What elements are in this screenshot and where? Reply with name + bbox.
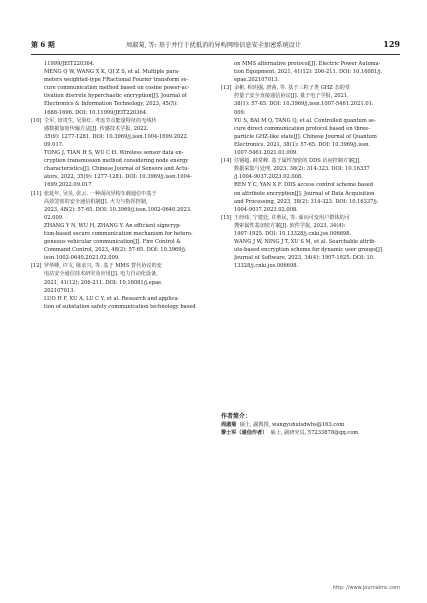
reference-line: 仝军, 田贵生, 吴果红. 考虑节点能量特征的无线传: [44, 117, 157, 124]
header-rule: [31, 54, 400, 55]
reference-line: WANG J W, NING J T, XU S M, et al. Searchable attrib-: [234, 239, 377, 246]
reference-line: 13328/j.cnki.jos.006698.: [234, 263, 299, 270]
reference-line: 09.017.: [44, 141, 64, 148]
reference-number: [12]: [31, 263, 42, 270]
reference-line: 张延年, 吴昊, 张云. 一种面向异构车载通信中基于: [44, 190, 157, 197]
left-column: [31, 60, 211, 311]
reference-line: Journal of Software, 2023, 34(4): 1907-1925. DOI: 10.: [234, 255, 375, 262]
running-title: 周淑菊, 等: 基于并行于扰抵消的异构网络信息安全加密系统设计: [126, 42, 302, 49]
reference-number: [11]: [31, 190, 42, 197]
reference-number: [15]: [221, 214, 232, 221]
reference-line: ZHANG Y N, WU H, ZHANG Y. An efficient signcryp-: [44, 222, 182, 229]
author-details: 硕士, 副教授, wangyuhuisdwhs@163.com: [239, 422, 345, 429]
reference-entry: [31, 68, 211, 117]
reference-line: 02.009.: [44, 214, 64, 221]
reference-entry: [221, 60, 401, 84]
page-header: [31, 40, 400, 54]
reference-line: 1007-5461.2021.01.009.: [234, 150, 298, 157]
reference-entry: [31, 60, 211, 68]
author-entry: [221, 429, 401, 437]
reference-line: tivation discrete hyperchaotic encryption[J]. Journal of: [44, 93, 187, 100]
reference-line: 高效签密的安全通信机制[J]. 火力与指挥控制,: [44, 198, 148, 205]
reference-line: particle GHZ-like state[J]. Chinese Journal of Quantum: [234, 133, 377, 140]
reference-line: cure direct communication protocol based on three-: [234, 125, 370, 132]
reference-line: 2023, 48(2): 57-65. DOI: 10.3969/j.issn.1002-0640.2023.: [44, 206, 192, 213]
reference-line: 38(1): 57-65. DOI: 10.3969/j.issn.1007-5461.2021.01.: [234, 101, 374, 108]
reference-line: tion Equipment, 2021, 41(12): 206-211. DOI: 10.16081/j.: [234, 69, 383, 76]
reference-line: meters weighted-type FRactional Fourier transform se-: [44, 77, 189, 84]
reference-number: [10]: [31, 117, 42, 124]
reference-line: tion-based secure communication mechanism for hetero-: [44, 230, 193, 237]
reference-line: epae.202107013.: [234, 77, 280, 84]
reference-line: REN Y C, YAN X F. DDS access control scheme based: [234, 182, 374, 189]
reference-line: cure communication method based on cosine power-ac-: [44, 85, 190, 92]
reference-line: YU S, BAI M Q, TANG Q, et al. Controlled quantum se-: [234, 117, 376, 124]
author-entry: [221, 421, 401, 429]
reference-line: characteristics[J]. Chinese Journal of Sensors and Actu-: [44, 166, 190, 173]
reference-entry: [221, 214, 401, 271]
reference-entry: [31, 262, 211, 311]
reference-line: ute-based encryption scheme for dynamic user groups[J].: [234, 247, 384, 254]
reference-line: 1688-1696. DOI: 10.11999/JEIT220364.: [44, 109, 148, 116]
reference-line: 11999/JEIT220364.: [44, 61, 95, 67]
author-name: 黎士军（通信作者）: [221, 430, 268, 437]
reference-line: 35(9): 1277-1281. DOI: 10.3969/j.issn.1004-1699.2022.: [44, 133, 189, 140]
reference-line: 王经纬, 宁建廷, 许胜民, 等. 面向可变用户群体的可: [234, 214, 350, 221]
reference-line: Electronics, 2021, 38(1): 57-65. DOI: 10.3969/j.issn.: [234, 141, 371, 148]
reference-line: and Processing, 2023, 38(2): 314-323. DOI: 10.16337/j.: [234, 198, 379, 205]
reference-number: [14]: [221, 158, 232, 165]
reference-line: geneous vehicular communication[J]. Fire Control &: [44, 239, 181, 246]
reference-line: on attribute encryption[J]. Journal of Data Acquisition: [234, 190, 375, 197]
issue-label: 第 6 期: [31, 40, 55, 49]
reference-line: 感数据加密传输方法[J]. 传感技术学报, 2022,: [44, 125, 149, 132]
author-name: 周淑菊: [221, 422, 237, 429]
reference-line: 任钢超, 薛常峰. 基于属性加密的 DDS 访问控制方案[J].: [234, 158, 361, 165]
author-info-heading: 作者简介：: [221, 413, 252, 420]
author-info: [221, 413, 401, 437]
reference-line: 2021, 41(12): 206-211. DOI: 10.16081/j.epae.: [44, 279, 163, 286]
reference-line: Command Control, 2023, 48(2): 57-65. DOI: 10.3969/j.: [44, 247, 187, 254]
reference-line: 数据采集与处理, 2023, 38(2): 314-323. DOI: 10.16337: [234, 166, 370, 173]
page-number: 129: [383, 39, 400, 49]
reference-line: 1004-9037.2023.02.008.: [234, 206, 298, 213]
reference-line: cryption transmission method considering node energy: [44, 158, 189, 165]
reference-entry: [31, 117, 211, 190]
reference-line: /j.1004-9037.2023.02.008.: [234, 174, 303, 181]
reference-line: 202107013.: [44, 287, 76, 294]
right-column: [221, 60, 401, 270]
reference-line: issn.1002-0640.2023.02.009.: [44, 255, 120, 262]
reference-entry: [221, 157, 401, 214]
reference-line: TONG J, TIAN H S, WU C H. Wireless sensor data en-: [44, 150, 184, 157]
author-details: 硕士, 副研究员, 57233878@qq.com: [270, 430, 359, 437]
reference-line: 余彬, 柏玥强, 唐茜, 等. 基于三粒子类 GHZ 态的受: [234, 85, 350, 92]
reference-line: MENG Q W, WANG X K, QI Z S, et al. Multiple para-: [44, 69, 180, 76]
reference-line: LUO H F, XU A, LU C Y, et al. Research and applica-: [44, 295, 180, 302]
reference-line: 搜索属性基加密方案[J]. 软件学报, 2023, 34(4):: [234, 222, 346, 229]
reference-line: 电站安全通信技术研究及应用[J]. 电力自动化设备,: [44, 271, 158, 278]
reference-number: [13]: [221, 85, 232, 92]
reference-entry: [31, 190, 211, 263]
reference-entry: [221, 84, 401, 157]
reference-line: on MMS alternative protocol[J]. Electric Power Automa-: [234, 61, 381, 67]
reference-line: 009.: [234, 109, 246, 116]
reference-line: tion of substation safety communication technology based: [44, 303, 196, 310]
reference-line: Electronics & Information Technology, 2023, 45(5):: [44, 101, 178, 108]
reference-line: ators, 2022, 35(9): 1277-1281. DOI: 10.3969/j.issn.1004-: [44, 174, 192, 181]
reference-line: 控量子安全直接通信协议[J]. 量子电子学报, 2021,: [234, 93, 349, 100]
reference-line: 罗华峰, 许文, 陈求兴, 等. 基于 MMS 替代协议的变: [44, 263, 162, 270]
reference-line: 1699.2022.09.017.: [44, 182, 94, 189]
reference-line: 1907-1925. DOI: 10.13328/j.cnki.jos.006698.: [234, 230, 352, 237]
journal-url: http: //www.journalmc.com: [332, 585, 400, 591]
